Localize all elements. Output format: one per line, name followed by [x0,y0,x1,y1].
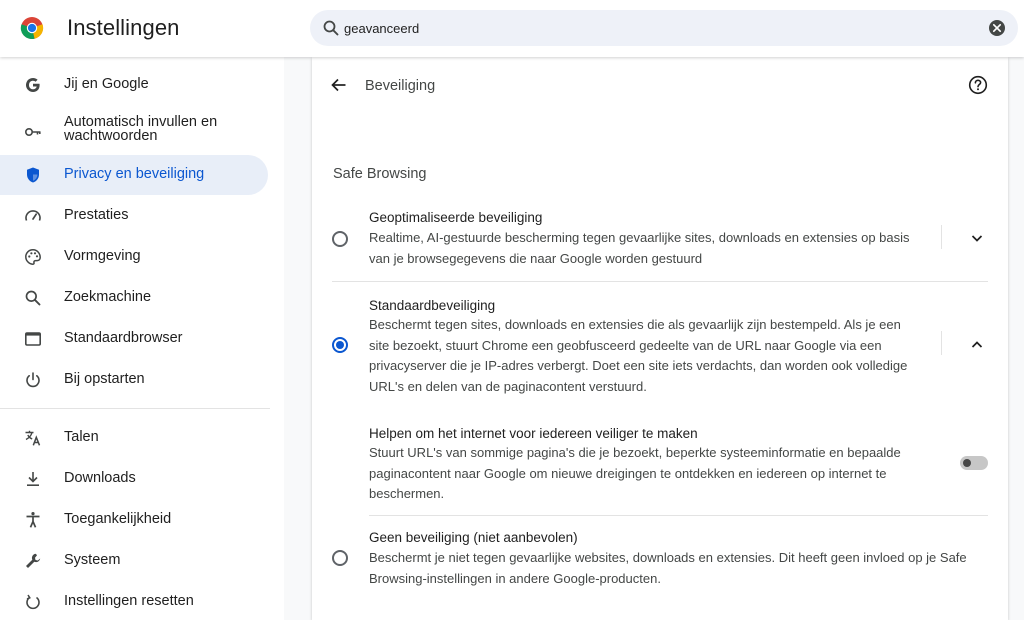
sidebar-item-label: Zoekmachine [64,289,152,305]
sidebar-item-prestaties[interactable] [0,196,268,236]
settings-panel [312,57,1008,620]
top-header [0,0,1024,57]
option-description-line: van je browsegegevens die naar Google worden gestuurd [369,250,703,266]
sidebar-item-downloads[interactable] [0,459,268,499]
divider [369,515,988,516]
radio-standard[interactable] [332,337,348,353]
radio-enhanced[interactable] [332,231,348,247]
setting-description-line: beschermen. [369,486,445,501]
app-title: Instellingen [67,15,180,40]
accessibility-icon [24,511,42,529]
speedometer-icon [24,207,42,225]
sidebar-item-privacy[interactable] [0,155,268,195]
radio-no-protection[interactable] [332,550,348,566]
option-title: Geen beveiliging (niet aanbevolen) [369,530,578,545]
option-description-line: site bezoekt, stuurt Chrome een geobfusceerd gedeelte van de URL naar Google via een [369,337,882,353]
toggle-knob [963,459,971,467]
search-box[interactable] [310,10,1018,46]
option-description-line: Realtime, AI-gestuurde bescherming tegen gevaarlijke sites, downloads en extensies op basis [369,230,910,245]
sidebar-item-vormgeving[interactable] [0,237,268,277]
sidebar-item-autofill[interactable] [0,109,268,155]
reset-icon [24,593,42,611]
sidebar-item-systeem[interactable] [0,541,268,581]
sidebar [0,57,284,620]
sidebar-item-standaardbrowser[interactable] [0,319,268,359]
page-title: Beveiliging [365,78,436,94]
sidebar-item-label: Bij opstarten [64,371,145,387]
option-description [369,315,907,397]
sidebar-item-label: Systeem [64,552,121,568]
setting-title: Helpen om het internet voor iedereen veiliger te maken [369,426,698,441]
download-icon [24,470,42,488]
option-description [369,548,967,589]
sidebar-item-talen[interactable] [0,418,268,458]
option-description-line: Browsing-instellingen in andere Google-producten. [369,570,661,586]
option-description-line: Beschermt je niet tegen gevaarlijke websites, downloads en extensies. Dit heeft geen invloed op je Safe [369,550,967,565]
sidebar-item-label: Instellingen resetten [64,593,194,609]
setting-description-line: Stuurt URL's van sommige pagina's die je bezoekt, beperkte systeeminformatie en bepaalde [369,445,901,460]
wrench-icon [24,552,42,570]
search-input[interactable] [344,18,944,38]
sidebar-item-label: Automatisch invullen en wachtwoorden [64,114,218,144]
translate-icon [24,429,42,447]
option-title: Geoptimaliseerde beveiliging [369,210,543,225]
sidebar-item-jij-en-google[interactable] [0,65,268,105]
chevron-down-icon[interactable] [969,230,985,246]
help-icon[interactable] [968,75,988,95]
google-g-icon [24,76,42,94]
sidebar-item-resetten[interactable] [0,582,268,620]
power-icon [24,371,42,389]
chrome-logo-icon [20,16,44,40]
palette-icon [24,248,42,266]
sidebar-divider [0,408,270,409]
divider [332,281,988,282]
sidebar-item-label: Prestaties [64,207,129,223]
search-icon [322,19,340,37]
sidebar-item-label: Downloads [64,470,136,486]
option-description-line: URL's en delen van de paginacontent verstuurd. [369,378,647,394]
option-title: Standaardbeveiliging [369,298,496,313]
chevron-up-icon[interactable] [969,337,985,353]
vertical-separator [941,225,942,249]
sidebar-item-label: Jij en Google [64,76,149,92]
sidebar-item-label: Standaardbrowser [64,330,183,346]
sidebar-item-bij-opstarten[interactable] [0,360,268,400]
sidebar-item-zoekmachine[interactable] [0,278,268,318]
sidebar-item-label: Privacy en beveiliging [64,166,205,182]
option-description [369,228,910,269]
shield-icon [24,166,42,184]
toggle-switch[interactable] [960,456,988,470]
sidebar-item-label: Vormgeving [64,248,141,264]
close-circle-icon[interactable] [988,19,1006,37]
setting-description-line: paginacontent naar Google om nieuwe dreigingen te ontdekken en iedereen op internet te [369,465,887,481]
option-description-line: Beschermt tegen sites, downloads en extensies die als gevaarlijk zijn bestempeld. Als je een [369,317,901,332]
sidebar-item-label: Toegankelijkheid [64,511,172,527]
option-description-line: privacyserver die je IP-adres verbergt. Doet een site iets verdachts, dan worden ook volledige [369,358,908,373]
section-title: Safe Browsing [333,166,427,182]
vertical-separator [941,331,942,355]
search-icon [24,289,42,307]
sidebar-item-label: Talen [64,429,99,445]
sidebar-item-toegankelijkheid[interactable] [0,500,268,540]
arrow-back-icon[interactable] [330,76,348,94]
browser-window-icon [24,330,42,348]
setting-description [369,443,901,505]
key-icon [24,123,42,141]
